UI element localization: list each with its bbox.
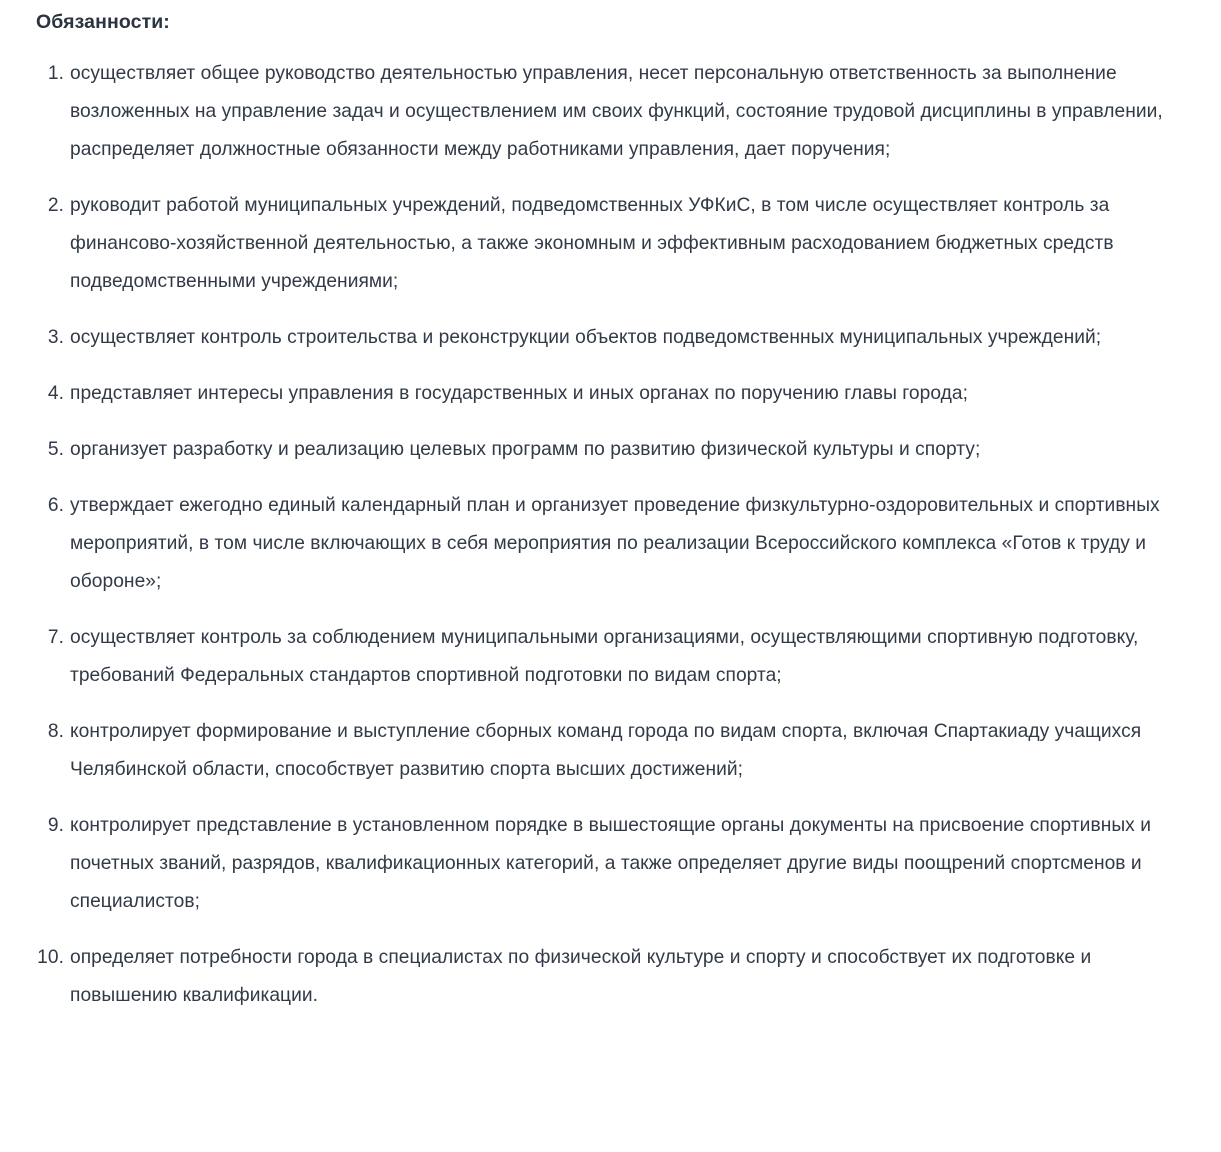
list-item (0, 55, 1221, 169)
list-item-text: определяет потребности города в специалистах по физической культуре и спорту и способствует их подготовке и повышению квалификации. (70, 947, 1092, 1006)
list-item-marker: 3. (47, 327, 64, 348)
list-item-marker: 5. (47, 439, 64, 460)
list-item-marker: 8. (47, 721, 64, 742)
list-item (0, 713, 1221, 789)
list-item-text: организует разработку и реализацию целевых программ по развитию физической культуры и спорту; (70, 439, 981, 460)
list-item-marker: 10. (37, 947, 64, 968)
list-item-text: утверждает ежегодно единый календарный план и организует проведение физкультурно-оздоровительных и спортивных мероприятий, в том числе включающих в себя мероприятия по реализации Всероссийского комплекса «Готов к труду и обороне»; (70, 495, 1160, 592)
list-item-marker: 4. (47, 383, 64, 404)
page-title: Обязанности: (36, 11, 170, 33)
list-item-marker: 1. (47, 63, 64, 84)
list-item-marker: 6. (47, 495, 64, 516)
list-item (0, 487, 1221, 601)
list-item-text: представляет интересы управления в государственных и иных органах по поручению главы города; (70, 383, 969, 404)
list-item-text: руководит работой муниципальных учреждений, подведомственных УФКиС, в том числе осуществляет контроль за финансово-хозяйственной деятельностью, а также экономным и эффективным расходованием бюджетных средств подведомственными учреждениями; (70, 195, 1114, 292)
list-item (0, 619, 1221, 695)
duties-list (0, 55, 1221, 1015)
list-item-marker: 2. (47, 195, 64, 216)
list-item (0, 375, 1221, 413)
list-item-text: контролирует формирование и выступление сборных команд города по видам спорта, включая Спартакиаду учащихся Челябинской области, способствует развитию спорта высших достижений; (70, 721, 1142, 780)
list-item-text: осуществляет контроль за соблюдением муниципальными организациями, осуществляющими спортивную подготовку, требований Федеральных стандартов спортивной подготовки по видам спорта; (70, 627, 1139, 686)
list-item (0, 431, 1221, 469)
list-item-marker: 9. (47, 815, 64, 836)
list-item-text: осуществляет контроль строительства и реконструкции объектов подведомственных муниципальных учреждений; (70, 327, 1102, 348)
list-item-text: контролирует представление в установленном порядке в вышестоящие органы документы на присвоение спортивных и почетных званий, разрядов, квалификационных категорий, а также определяет другие виды поощрений спортсменов и специалистов; (70, 815, 1151, 912)
list-item-marker: 7. (47, 627, 64, 648)
list-item (0, 187, 1221, 301)
list-item (0, 807, 1221, 921)
list-item (0, 319, 1221, 357)
list-item-text: осуществляет общее руководство деятельностью управления, несет персональную ответственность за выполнение возложенных на управление задач и осуществлением им своих функций, состояние трудовой дисциплины в управлении, распределяет должностные обязанности между работниками управления, дает поручения; (70, 63, 1163, 160)
list-item (0, 939, 1221, 1015)
